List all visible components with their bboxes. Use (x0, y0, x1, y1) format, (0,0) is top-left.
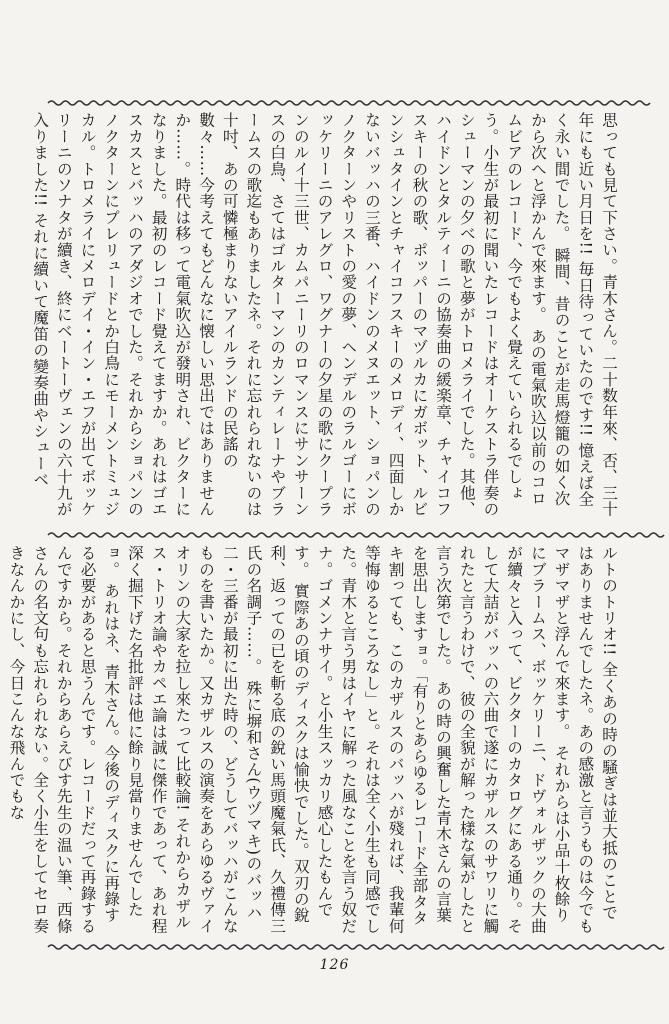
bottom-wavy-rule (48, 942, 621, 952)
lower-text-block: ルトのトリオ!! 全くあの時の騒ぎは並大抵のことではありませんでしたネ。あの感激と言うものは今でもマザマザと浮んで來ます。 それからは小品十枚餘りにブラームス、ボッケリーニ、ドヴォルザックの大曲が續々と入って、ビクターのカタログにある通り。そして大詰がバッハの六曲で遂にカザルスのサワリに觸れたと言うわけで、彼の全貌が解った樣な氣がしたと言う次第でした。 あの時の興奮した青木さんの言葉を思出しますョ。「有りとあらゆるレコード全部タタキ割っても、このカザルスのバッハが殘れば、我輩何等悔ゆるところなし」と。それは全く小生も同感でした。青木と言う男はイヤに解った風なことを言う奴だナ。ゴメンナサイ。と小生スッカリ感心したもんです。 實際あの頃のディスクは愉快でした。双刃の銳利、返っての已を斬る底の銳い馬頭魔氣氏、久禮傳三氏の名調子……。 殊に塀和さん(ウヅマキ)のバッハ二・三番が最初に出た時の、どうしてバッハがこんなものを書いたか。又カザルスの演奏をあらゆるヴァイオリンの大家を拉し來たって比較論! それからカザルス・トリオ論やカペエ論は誠に傑作であって、あれ程深く掘下げた名批評は他に餘り見當りませんでしたョ。 あれはネ、青木さん。今後のディスクに再錄する必要があると思うんです。レコードだって再錄するんですから。それからあらえびす先生の温い筆、西條さんの名文句も忘れられない。全く小生をしてセロ奏きなんかにし、今日こんな飛んでもな (7, 545, 618, 934)
page-number: 126 (319, 957, 350, 973)
upper-text-block: 思っても見て下さい。青木さん。二十数年來、否、三十年にも近い月日を!! 毎日待っていたのです!! 憶えば全く永い間でした。 瞬間、昔のことが走馬燈籠の如く次から次へと浮かんで來ます。 あの電氣吹込以前のコロムビアのレコード、今でもよく覺えていられるでしょう。小生が最初に聞いたレコードはオーケストラ伴奏のシューマンの夕べの歌と夢がトロメライでした。其他、ハイドンとタルティーニの協奏曲の緩楽章、チャイコフスキーの秋の歌、ポッパーのマヅルカにガボット、ルビンシュタインとチャイコフスキーのメロディ、四面しかないバッハの三番、ハイドンのメヌエット、ショパンのノクターンやリストの愛の夢、ヘンデルのラルゴーにボッケリーニのアレグロ、ワグナーの夕星の歌にクープランのルイ十三世、カムパニーリのロマンスにサンサーンスの白鳥、さてはゴルターマンのカンティレーナやブラームスの歌迄もありましたネ。それに忘れられないのは十吋、あの可憐極まりないアイルランドの民謠の數々……今考えてもどんなに懐しい思出ではありませんか……。時代は移って電氣吹込が發明され、ビクターになりました。最初のレコード覺えてますか。あれはゴエスカスとバッハのアダジオでした。それからショパンのノクターンにプレリュードとか白鳥にモーメントミュジカル。トロメライにメロデイ・イン・エフが出てボッケリーニのソナタが續き、終にベートーヴェンの六十九が入りました!! それに續いて魔笛の變奏曲やシューベ (31, 112, 618, 517)
top-wavy-rule (48, 98, 621, 108)
middle-wavy-rule (48, 530, 621, 540)
